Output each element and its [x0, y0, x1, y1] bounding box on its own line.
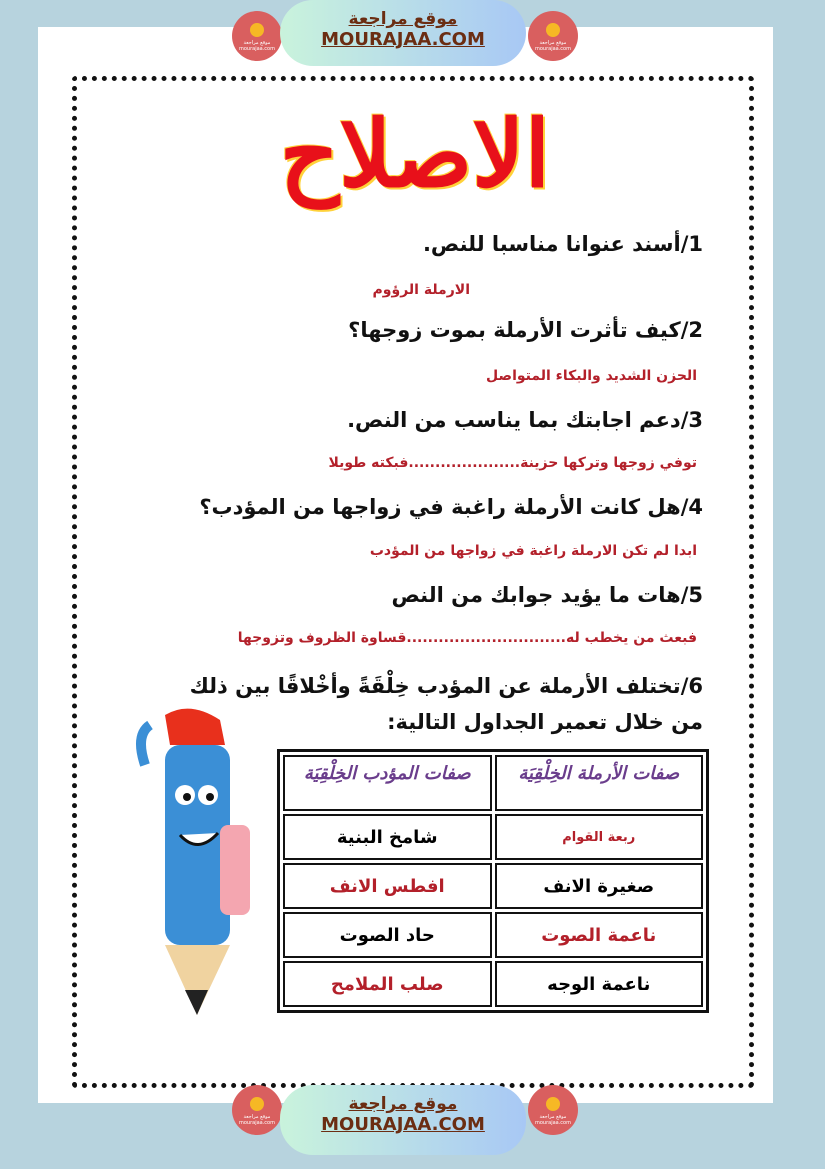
book-icon — [250, 1097, 264, 1111]
answer-1: الارملة الرؤوم — [372, 282, 470, 298]
site-name-ar[interactable]: موقع مراجعة — [348, 1094, 458, 1114]
table-cell: افطس الانف — [283, 863, 492, 909]
site-banner-top[interactable] — [280, 0, 526, 66]
pencil-mascot-illustration — [130, 705, 250, 1035]
book-icon — [546, 23, 560, 37]
question-2: 2/كيف تأثرت الأرملة بموت زوجها؟ — [348, 318, 703, 342]
site-name-ar[interactable]: موقع مراجعة — [348, 9, 458, 29]
badge-text: موقع مراجعة — [539, 1114, 567, 1120]
site-banner-bottom[interactable] — [280, 1085, 526, 1155]
table-row — [283, 961, 703, 1007]
badge-text: موقع مراجعة — [243, 1114, 271, 1120]
question-1: 1/أسند عنوانا مناسبا للنص. — [422, 232, 703, 256]
table-cell: صلب الملامح — [283, 961, 492, 1007]
traits-table — [277, 749, 709, 1013]
site-name-en[interactable]: MOURAJAA.COM — [321, 29, 485, 50]
page-title: الاصلاح — [279, 100, 551, 208]
question-4: 4/هل كانت الأرملة راغبة في زواجها من المؤدب؟ — [199, 495, 703, 519]
table-cell: شامخ البنية — [283, 814, 492, 860]
column-header: صفات المؤدب الخِلْقِيَة — [283, 755, 492, 811]
column-header: صفات الأرملة الخِلْقِيَة — [495, 755, 704, 811]
logo-badge-right — [528, 11, 578, 61]
badge-url: mourajaa.com — [534, 1120, 571, 1126]
answer-4: ابدا لم تكن الارملة راغبة في زواجها من المؤدب — [369, 543, 697, 559]
table-cell: ربعة القوام — [495, 814, 704, 860]
question-5: 5/هات ما يؤيد جوابك من النص — [391, 583, 703, 607]
table-cell: ناعمة الوجه — [495, 961, 704, 1007]
book-icon — [250, 23, 264, 37]
site-name-en[interactable]: MOURAJAA.COM — [321, 1114, 485, 1135]
badge-url: mourajaa.com — [534, 46, 571, 52]
logo-badge-left-footer — [232, 1085, 282, 1135]
table-row — [283, 863, 703, 909]
answer-2: الحزن الشديد والبكاء المتواصل — [486, 368, 697, 384]
logo-badge-right-footer — [528, 1085, 578, 1135]
table-cell: صغيرة الانف — [495, 863, 704, 909]
badge-text: موقع مراجعة — [539, 40, 567, 46]
badge-url: mourajaa.com — [238, 1120, 275, 1126]
logo-badge-left — [232, 11, 282, 61]
answer-3: توفي زوجها وتركها حزينة.....................فبكته طويلا — [328, 455, 697, 471]
answer-5: فبعث من يخطب له..............................قساوة الظروف وتزوجها — [237, 630, 697, 646]
table-header-row — [283, 755, 703, 811]
book-icon — [546, 1097, 560, 1111]
table-row — [283, 912, 703, 958]
question-6: 6/تختلف الأرملة عن المؤدب خِلْقَةً وأخْلاقًا بين ذلك من خلال تعمير الجداول التالية: — [189, 674, 703, 734]
table-cell: حاد الصوت — [283, 912, 492, 958]
question-3: 3/دعم اجابتك بما يناسب من النص. — [347, 408, 703, 432]
badge-text: موقع مراجعة — [243, 40, 271, 46]
badge-url: mourajaa.com — [238, 46, 275, 52]
table-row — [283, 814, 703, 860]
table-cell: ناعمة الصوت — [495, 912, 704, 958]
